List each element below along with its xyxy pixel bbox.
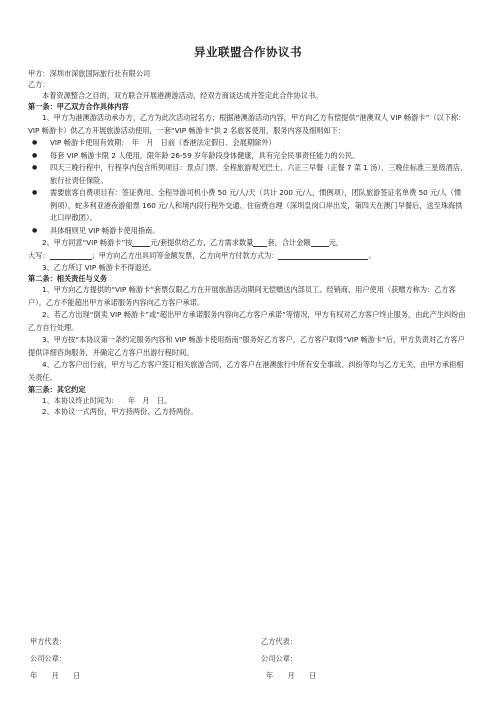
bullet-icon: ● xyxy=(32,164,38,171)
party-a-seal: 公司公章： xyxy=(30,654,66,663)
quantity-blank xyxy=(253,237,267,247)
bullet-icon: ● xyxy=(32,139,38,146)
section3-paragraph-2: 2、本协议一式两份，甲方持两份、乙方持两份。 xyxy=(42,407,198,416)
section1-heading: 第一条：甲乙双方合作具体内容 xyxy=(28,102,129,111)
section1-paragraph-1: 1、甲方为港澳游活动承办方，乙方为此次活动冠名方；根据港澳游活动内容，甲方向乙方有偿提供“港澳双人 VIP 畅游卡”（以下称：VIP 畅游卡）供乙方开展旅游活动使用，一套“VIP 畅游卡”供 2 名旅客使用，服务内容及细则如下： xyxy=(28,113,466,135)
section1-paragraph-3: 3、乙方所订 VIP 畅游卡不得退还。 xyxy=(42,263,156,272)
section2-heading: 第二条：相关责任与义务 xyxy=(28,274,108,283)
section3-paragraph-1: 1、本协议终止时间为: 年 月 日。 xyxy=(42,396,172,405)
party-a-date: 年 月 日 xyxy=(30,671,81,680)
party-a: 甲方：深圳市深旅国际旅行社有限公司 xyxy=(28,69,151,78)
bullet-icon: ● xyxy=(32,189,38,196)
section2-paragraph-4: 4、乙方客户出行前，甲方与乙方客户签订相关旅游合同，乙方客户在港澳旅行中所有安全事故、纠纷等均与乙方无关，由甲方承担相关责任。 xyxy=(28,360,464,382)
total-blank xyxy=(311,237,329,247)
bullet-icon: ● xyxy=(32,226,38,234)
preamble: 本着资源整合之目的，双方联合开展港澳游活动，经双方商谈达成并签定此合作协议书。 xyxy=(42,91,323,100)
list-item: ● 每套 VIP 畅游卡限 2 人使用，限年龄 26-59 岁年龄段身体健康，具有完全民事责任能力的公民。 xyxy=(28,150,468,163)
party-a-representative: 甲方代表： xyxy=(30,637,66,646)
document-title: 异业联盟合作协议书 xyxy=(194,45,302,59)
section2-paragraph-1: 1、甲方向乙方提供的“VIP 畅游卡”套票仅限乙方在开展旅游活动期间无偿赠送内部员工、经销商、用户使用（获赠方称为：乙方客户），乙方不能超出甲方承诺服务内容向乙方客户承诺。 xyxy=(28,285,456,307)
party-b-seal: 公司公章： xyxy=(261,654,297,663)
bullet-icon: ● xyxy=(32,151,38,159)
party-b-representative: 乙方代表： xyxy=(261,637,297,646)
party-b: 乙方： xyxy=(28,80,50,89)
list-item: ● VIP 畅游卡使用有效期： 年 月 日前（香港法定假日、会展期除外） xyxy=(28,137,468,150)
section1-paragraph-2: 2、甲方同意“VIP 畅游卡”按 元/套提供给乙方，乙方需求数量 套，合计金额 元， 大写： ；甲方向乙方出具同等金额发票，乙方向甲方付款方式为： 。 xyxy=(28,238,376,260)
section2-paragraph-2: 2、若乙方出现“倒卖 VIP 畅游卡”或“超出甲方承诺服务内容向乙方客户承诺”等情况，甲方有权对乙方客户终止服务，由此产生纠纷由乙方自行处理。 xyxy=(28,310,466,332)
price-blank xyxy=(132,237,150,247)
service-details-list xyxy=(28,137,468,237)
section2-paragraph-3: 3、甲方按“本协议第一条约定服务内容和 VIP 畅游卡使用指南”服务好乙方客户，乙方客户取得“VIP 畅游卡”后，甲方负责对乙方客户提供详细咨询服务，并确定乙方客户出游行程时间。 xyxy=(28,335,465,357)
party-b-date: 年 月 日 xyxy=(266,671,317,680)
list-item: ● 具体细则见 VIP 畅游卡使用指南。 xyxy=(28,225,468,238)
section3-heading: 第三条：其它约定 xyxy=(28,385,86,394)
list-item: ● 四天三晚行程中，行程享内包含所列项目：景点门票、全程旅游观光巴士、六正三早餐（正餐 7 菜 1 汤）、三晚住标准三星级酒店、旅行社责任保险。 xyxy=(32,163,468,185)
payment-method-blank xyxy=(278,250,368,260)
list-item: ● 需要旅客自费项目有：签证费用、全程导游司机小费 50 元/人/天（共计 200 元/人，惯例项），团队旅游签证名单费 50 元/人（惯例项），蛇多利亚港夜游船票 160 元/人和境内段行程外交通、住宿费自理（深圳皇岗口岸出发，第四天在澳门早餐后，送至珠海拱北口岸散团）。 xyxy=(32,188,463,222)
amount-in-words-blank xyxy=(50,250,92,260)
